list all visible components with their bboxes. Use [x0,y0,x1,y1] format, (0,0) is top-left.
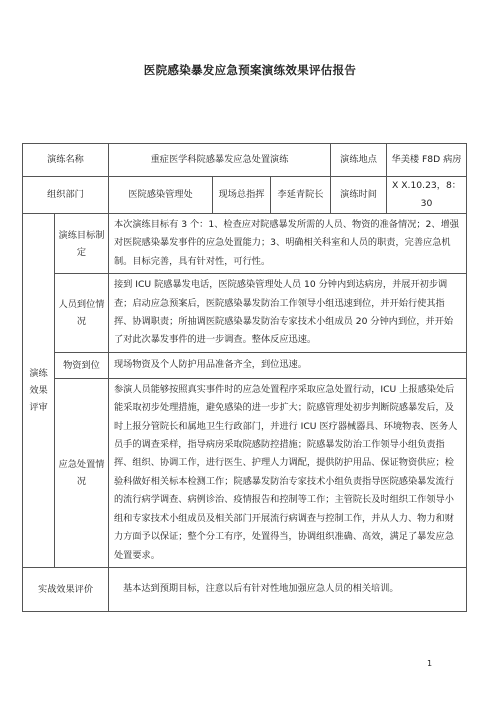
header-row-name [23,144,467,177]
evaluation-label: 演练效果评审 [23,214,55,568]
row-content-goal: 本次演练目标有 3 个：1、检查应对院感暴发所需的人员、物资的准备情况；2、增强对医院感染暴发事件的应急处置能力；3、明确相关科室和人员的职责，完善应急机制。目标完善，具有针对性，可行性。 [109,214,467,274]
row-label-personnel: 人员到位情况 [55,274,109,353]
row-label-supplies: 物资到位 [55,352,109,378]
row-response [23,378,467,567]
row-label-response: 应急处置情况 [55,378,109,567]
drill-time-label: 演练时间 [331,177,387,214]
report-title: 医院感染暴发应急预案演练效果评估报告 [143,63,357,77]
row-content-supplies: 现场物资及个人防护用品准备齐全，到位迅速。 [109,352,467,378]
row-supplies [23,352,467,378]
row-personnel [23,274,467,353]
evaluation-table [22,143,467,612]
row-result [23,567,467,611]
page-number: 1 [427,659,433,668]
drill-place-value: 华美楼 F8D 病房 [387,144,467,177]
drill-time-value: X X.10.23，8：30 [387,177,467,214]
header-row-org [23,177,467,214]
row-label-goal: 演练目标制定 [55,214,109,274]
org-dept-label: 组织部门 [23,177,109,214]
drill-name-label: 演练名称 [23,144,109,177]
result-content: 基本达到预期目标，注意以后有针对性地加强应急人员的相关培训。 [109,567,467,611]
drill-name-value: 重症医学科院感暴发应急处置演练 [109,144,331,177]
commander-value: 李延青院长 [271,177,331,214]
org-dept-value: 医院感染管理处 [109,177,213,214]
row-content-response: 参演人员能够按照真实事件时的应急处置程序采取应急处置行动，ICU 上报感染处后能采取初步处理措施，避免感染的进一步扩大；院感管理处初步判断院感暴发后，及时上报分管院长和属地卫生行政部门，并进行 ICU 医疗器械器具、环境物表、医务人员手的调查采样，指导病房采取院感防控措施；院感暴发防治工作领导小组负责指挥、组织、协调工作，进行医生、护理人力调配，提供防护用品、保证物资供应；检验科做好相关标本检测工作；院感暴发防治专家技术小组负责指导医院感染暴发流行的流行病学调查、病例诊治、疫情报告和控制等工作；主管院长及时组织工作领导小组和专家技术小组成员及相关部门开展流行病调查与控制工作，并从人力、物力和财力方面予以保证；整个分工有序，处置得当，协调组织准确、高效，满足了暴发应急处置要求。 [109,378,467,567]
result-label: 实战效果评价 [23,567,109,611]
drill-place-label: 演练地点 [331,144,387,177]
row-content-personnel: 接到 ICU 院感暴发电话，医院感染管理处人员 10 分钟内到达病房，并展开初步调查；启动应急预案后，医院感染暴发防治工作领导小组迅速到位，并开始行使其指挥、协调职责；所抽调医院感染暴发防治专家技术小组成员 20 分钟内到位，并开始了对此次暴发事件的进一步调查。整体反应迅速。 [109,274,467,353]
commander-label: 现场总指挥 [213,177,271,214]
row-goal [23,214,467,274]
